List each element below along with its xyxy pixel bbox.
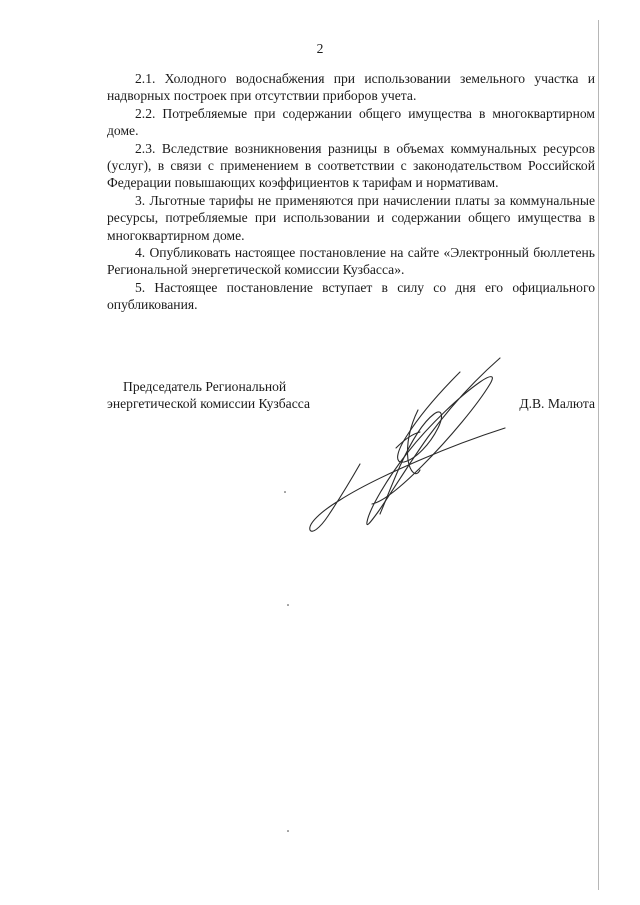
scan-speck <box>287 830 289 832</box>
signer-position-line2: энергетической комиссии Кузбасса <box>107 396 310 412</box>
scan-edge-line <box>598 20 599 890</box>
paragraph-3: 3. Льготные тарифы не применяются при начислении платы за коммунальные ресурсы, потребляемые при использовании и содержании общего имущества в многоквартирном доме. <box>107 192 595 243</box>
handwritten-signature <box>300 352 530 542</box>
signer-name: Д.В. Малюта <box>519 396 595 411</box>
scan-speck <box>284 491 286 493</box>
paragraph-4: 4. Опубликовать настоящее постановление на сайте «Электронный бюллетень Региональной энергетической комиссии Кузбасса». <box>107 245 595 278</box>
page-number: 2 <box>316 41 324 56</box>
paragraph-2-1: 2.1. Холодного водоснабжения при использовании земельного участка и надворных построек при отсутствии приборов учета. <box>107 71 595 104</box>
paragraph-2-3: 2.3. Вследствие возникновения разницы в объемах коммунальных ресурсов (услуг), в связи с применением в соответствии с законодательством Российской Федерации повышающих коэффициентов к тарифам и нормативам. <box>107 140 595 191</box>
scan-speck <box>287 604 289 606</box>
paragraph-5: 5. Настоящее постановление вступает в силу со дня его официального опубликования. <box>107 279 595 313</box>
document-body <box>107 70 595 314</box>
signer-position-line1: Председатель Региональной <box>123 379 287 394</box>
paragraph-2-2: 2.2. Потребляемые при содержании общего имущества в многоквартирном доме. <box>107 105 595 139</box>
